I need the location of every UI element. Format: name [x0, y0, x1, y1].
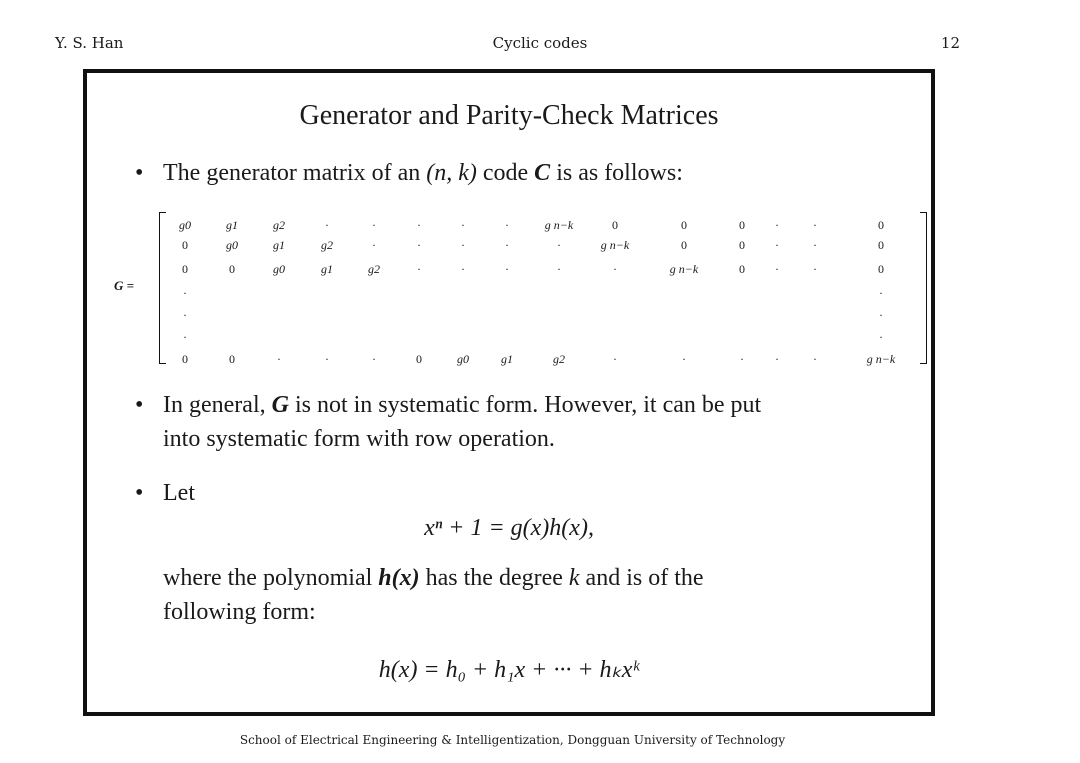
matrix-cell: g0 [457, 352, 469, 366]
matrix-cell: g1 [321, 262, 333, 276]
matrix-cell: · [325, 352, 329, 366]
matrix-cell: · [183, 286, 187, 300]
matrix-cell: · [325, 218, 329, 232]
matrix-cell: g1 [226, 218, 238, 232]
matrix-cell: · [505, 238, 509, 252]
matrix-cell: · [461, 262, 465, 276]
matrix-cell: 0 [229, 262, 235, 276]
matrix-cell: 0 [182, 238, 188, 252]
matrix-cell: · [879, 286, 883, 300]
matrix-cell: · [372, 238, 376, 252]
matrix-cell: · [372, 352, 376, 366]
matrix-cell: g n−k [544, 218, 574, 232]
matrix-label: G = [114, 278, 135, 293]
matrix-cell: · [461, 238, 465, 252]
matrix-cell: g n−k [669, 262, 699, 276]
generator-matrix [87, 198, 931, 368]
matrix-cell: · [183, 308, 187, 322]
matrix-cell: · [813, 352, 817, 366]
matrix-cell: · [775, 262, 779, 276]
matrix-cell: · [813, 262, 817, 276]
equation-hx: h(x) = h₀ + h₁x + ··· + hₖxᵏ [378, 657, 640, 683]
header-author: Y. S. Han [55, 34, 124, 52]
matrix-cell: g2 [553, 352, 565, 366]
matrix-cell: g2 [368, 262, 380, 276]
matrix-cell: · [417, 238, 421, 252]
matrix-cell: · [813, 238, 817, 252]
matrix-cell: · [277, 352, 281, 366]
matrix-cell: 0 [739, 218, 745, 232]
matrix-cell: 0 [878, 238, 884, 252]
bullet-dot: • [135, 160, 144, 186]
equation-xn-plus-1: xⁿ + 1 = g(x)h(x), [424, 515, 594, 541]
bullet-dot: • [135, 480, 144, 506]
slide-frame [83, 69, 935, 716]
matrix-cell: g n−k [600, 238, 630, 252]
footer-institution: School of Electrical Engineering & Intelligentization, Dongguan University of Technology [239, 733, 786, 747]
matrix-cell: 0 [739, 262, 745, 276]
bullet-text: In general, G is not in systematic form. However, it can be put into systematic form with row operation. [163, 392, 762, 452]
matrix-cell: 0 [182, 352, 188, 366]
matrix-cell: 0 [681, 238, 687, 252]
bullet-text: Let [163, 480, 195, 506]
matrix-cell: · [879, 330, 883, 344]
matrix-cell: · [372, 218, 376, 232]
matrix-cell: · [775, 218, 779, 232]
matrix-cell: g1 [273, 238, 285, 252]
polynomial-description: where the polynomial h(x) has the degree k and is of the following form: [163, 565, 704, 625]
right-bracket [920, 212, 927, 364]
matrix-cell: 0 [739, 238, 745, 252]
header-topic: Cyclic codes [492, 34, 588, 52]
matrix-cell: g0 [226, 238, 238, 252]
bullet-text: The generator matrix of an (n, k) code C is as follows: [163, 160, 683, 186]
matrix-cell: · [682, 352, 686, 366]
matrix-cell: 0 [416, 352, 422, 366]
matrix-cell: · [775, 352, 779, 366]
matrix-cell: · [417, 218, 421, 232]
matrix-cell: · [505, 218, 509, 232]
matrix-cell: g n−k [866, 352, 896, 366]
bullet-dot: • [135, 392, 144, 418]
matrix-cell: 0 [878, 218, 884, 232]
matrix-cell: · [557, 238, 561, 252]
left-bracket [159, 212, 166, 364]
matrix-cell: · [461, 218, 465, 232]
matrix-body [159, 212, 927, 366]
matrix-cell: 0 [229, 352, 235, 366]
matrix-cell: · [183, 330, 187, 344]
matrix-cell: · [740, 352, 744, 366]
matrix-cell: g1 [501, 352, 513, 366]
matrix-cell: 0 [182, 262, 188, 276]
matrix-cell: · [417, 262, 421, 276]
matrix-cell: 0 [612, 218, 618, 232]
matrix-cell: g0 [273, 262, 285, 276]
matrix-cell: · [775, 238, 779, 252]
matrix-cell: · [613, 262, 617, 276]
matrix-cell: · [557, 262, 561, 276]
matrix-cell: · [613, 352, 617, 366]
page-number: 12 [940, 34, 960, 52]
matrix-cell: g2 [273, 218, 285, 232]
matrix-cell: g0 [179, 218, 191, 232]
slide-title: Generator and Parity-Check Matrices [299, 100, 719, 131]
matrix-cell: 0 [878, 262, 884, 276]
matrix-cell: g2 [321, 238, 333, 252]
matrix-cell: · [879, 308, 883, 322]
matrix-cell: 0 [681, 218, 687, 232]
matrix-cell: · [813, 218, 817, 232]
matrix-cell: · [505, 262, 509, 276]
